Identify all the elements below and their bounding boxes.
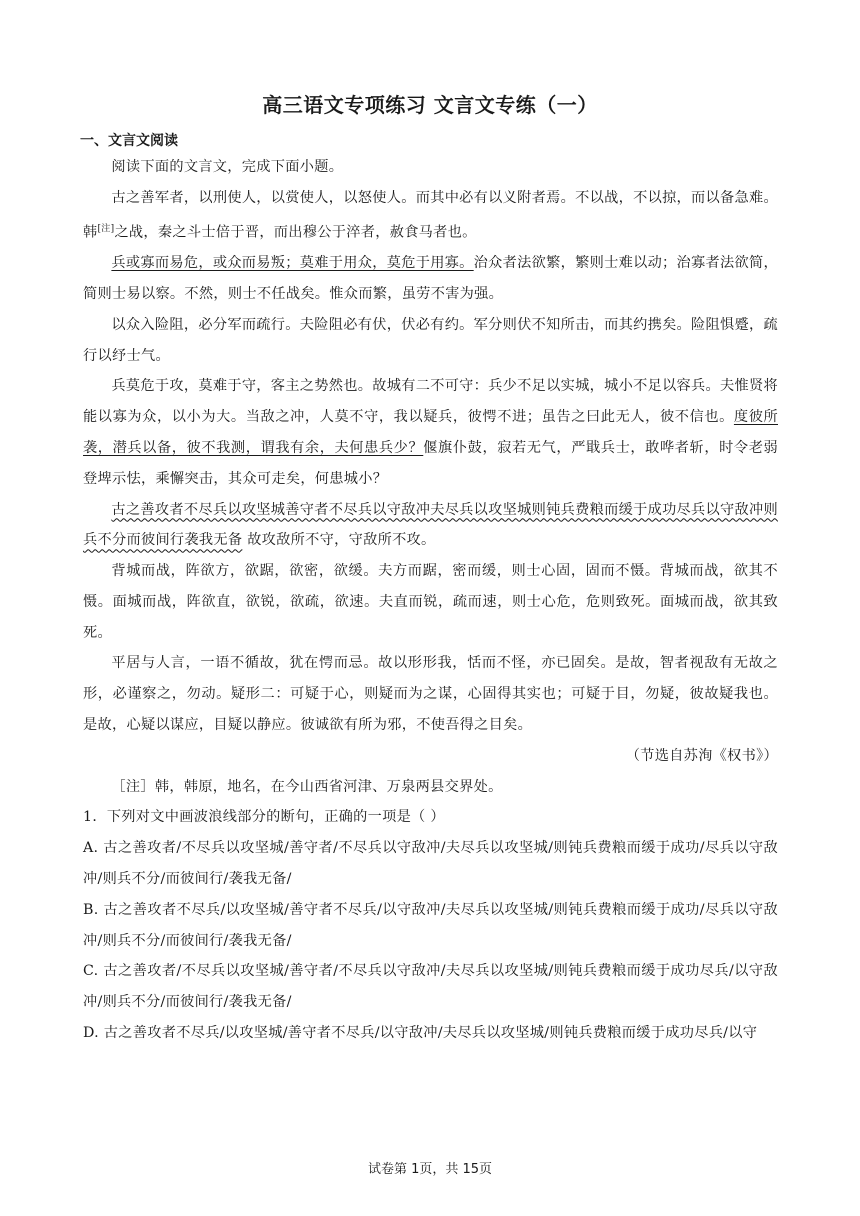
paragraph-4: 兵莫危于攻，莫难于守，客主之势然也。故城有二不可守：兵少不足以实城，城小不足以容兵。夫惟贤将能以寡为众，以小为大。当敌之冲，人莫不守，我以疑兵，彼愕不进；虽告之曰此无人，彼不信也。度彼所袭，潜兵以备，彼不我测，谓我有余，夫何患兵少？偃旗仆鼓，寂若无气，严戢兵士，敢哗者斩，时令老弱登埤示怯，乘懈突击，其众可走矣，何患城小？ xyxy=(83,378,779,487)
section-heading: 一、文言文阅读 xyxy=(80,133,178,149)
paragraph-7: 平居与人言，一语不循故，犹在愕而忌。故以形形我，恬而不怪，亦已固矣。是故，智者视敌有无故之形，必谨察之，勿动。疑形二：可疑于心，则疑而为之谋，心固得其实也；可疑于目，勿疑，彼故疑我也。是故，心疑以谋应，目疑以静应。彼诚欲有所为邪，不使吾得之目矣。 xyxy=(83,655,778,734)
source-line: （节选自苏洵《权书》） xyxy=(625,747,778,764)
passage-body xyxy=(83,152,778,1049)
paragraph-2: 兵或寡而易危，或众而易叛；莫难于用众，莫危于用寡。治众者法欲繁，繁则士难以动；治寡者法欲简，简则士易以察。不然，则士不任战矣。惟众而繁，虽劳不害为强。 xyxy=(83,255,778,302)
footnote: ［注］韩，韩原，地名，在今山西省河津、万泉两县交界处。 xyxy=(111,778,503,795)
paragraph-1: 古之善军者，以刑使人，以赏使人，以怒使人。而其中必有以义附者焉。不以战，不以掠，而以备急难。韩[注]之战，秦之斗士倍于晋，而出穆公于淬者，赦食马者也。 xyxy=(83,189,778,241)
wavy-underlined-passage: 古之善攻者不尽兵以攻坚城善守者不尽兵以守敌冲夫尽兵以攻坚城则钝兵费粮而缓于成功尽兵以守敌冲则兵不分而彼间行袭我无备 xyxy=(83,501,778,549)
paragraph-6: 背城而战，阵欲方，欲踞，欲密，欲缓。夫方而踞，密而缓，则士心固，固而不慑。背城而战，欲其不慑。面城而战，阵欲直，欲锐，欲疏，欲速。夫直而锐，疏而速，则士心危，危则致死。面城而战，欲其致死。 xyxy=(83,563,778,641)
option-a: A. 古之善攻者/不尽兵以攻坚城/善守者/不尽兵以守敌冲/夫尽兵以攻坚城/则钝兵费粮而缓于成功/尽兵以守敌冲/则兵不分/而彼间行/袭我无备/ xyxy=(83,840,778,888)
page-title: 高三语文专项练习 文言文专练（一） xyxy=(262,93,598,117)
underlined-sentence: 兵或寡而易危，或众而易叛；莫难于用众，莫危于用寡。 xyxy=(111,255,474,272)
instruction: 阅读下面的文言文，完成下面小题。 xyxy=(111,159,344,175)
paragraph-5: 古之善攻者不尽兵以攻坚城善守者不尽兵以守敌冲夫尽兵以攻坚城则钝兵费粮而缓于成功尽兵以守敌冲则兵不分而彼间行袭我无备 故攻敌所不守，守敌所不攻。 xyxy=(83,501,778,549)
footnote-mark: [注] xyxy=(97,223,115,234)
paragraph-3: 以众入险阻，必分军而疏行。夫险阻必有伏，伏必有约。军分则伏不知所击，而其约携矣。险阻惧蹙，疏行以纾士气。 xyxy=(83,316,778,364)
question-1: 1．下列对文中画波浪线部分的断句，正确的一项是（ ） xyxy=(83,809,445,826)
option-d: D. 古之善攻者不尽兵/以攻坚城/善守者不尽兵/以守敌冲/夫尽兵以攻坚城/则钝兵费粮而缓于成功尽兵/以守 xyxy=(83,1025,758,1042)
underlined-sentence-2: 度彼所袭，潜兵以备，彼不我测，谓我有余，夫何患兵少？ xyxy=(83,409,778,456)
option-b: B. 古之善攻者不尽兵/以攻坚城/善守者不尽兵/以守敌冲/夫尽兵以攻坚城/则钝兵费粮而缓于成功/尽兵以守敌冲/则兵不分/而彼间行/袭我无备/ xyxy=(83,901,778,949)
page-footer: 试卷第 1页，共 15页 xyxy=(367,1162,493,1177)
option-c: C. 古之善攻者/不尽兵以攻坚城/善守者/不尽兵以守敌冲/夫尽兵以攻坚城/则钝兵费粮而缓于成功尽兵/以守敌冲/则兵不分/而彼间行/袭我无备/ xyxy=(83,963,778,1011)
